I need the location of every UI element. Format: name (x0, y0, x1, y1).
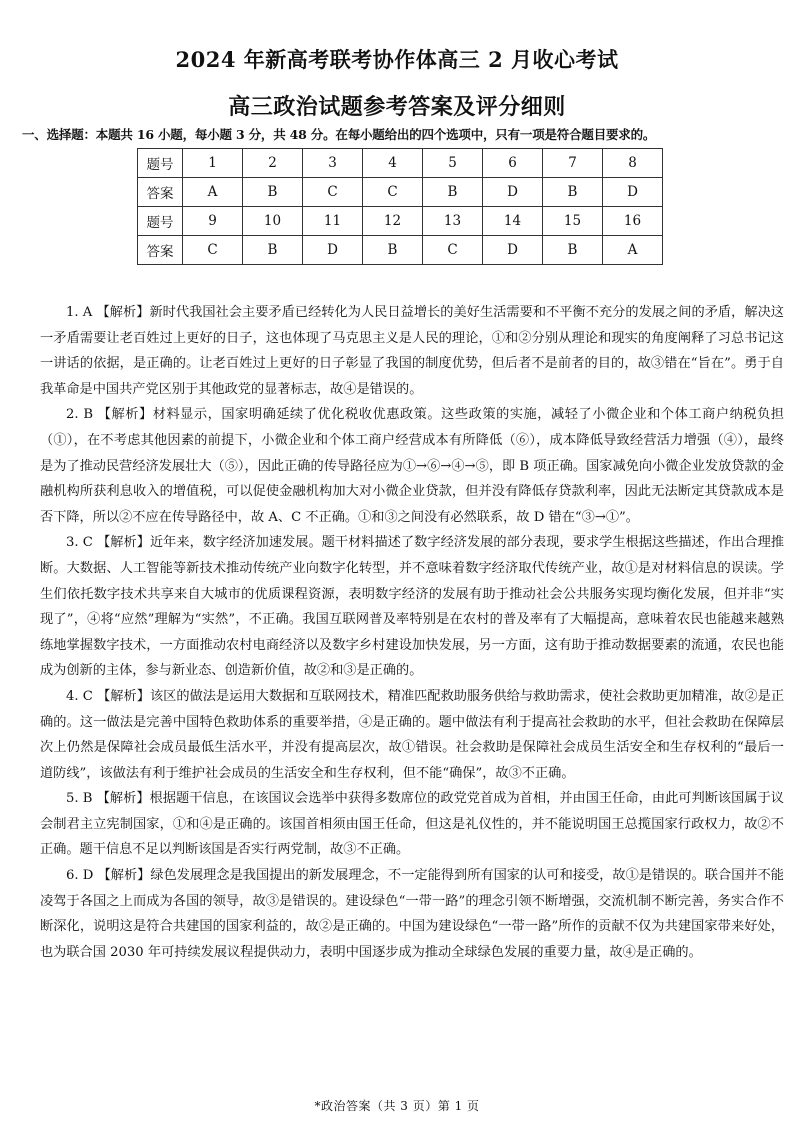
table-cell: 11 (303, 207, 363, 236)
explanation-text: 绿色发展理念是我国提出的新发展理念，不一定能得到所有国家的认可和接受，故①是错误的。联合国并不能凌驾于各国之上而成为各国的领导，故③是错误的。建设绿色“一带一路”的理念引领不断增强，交流机制不断完善，务实合作不断深化，说明这是符合共建国的国家利益的，故②是正确的。中国为建设绿色“一带一路”所作的贡献不仅为共建国家带来好处，也为联合国 2030 年可持续发展议程提供动力，表明中国逐步成为推动全球绿色发展的重要力量，故④是正确的。 (40, 868, 784, 960)
table-cell: D (483, 178, 543, 207)
table-row (138, 207, 663, 236)
table-cell: C (423, 236, 483, 265)
table-cell: B (423, 178, 483, 207)
explanation-paragraph (40, 402, 784, 530)
explanation-lead: 2. B 【解析】 (66, 407, 153, 423)
table-cell: C (303, 178, 363, 207)
table-cell: 7 (543, 149, 603, 178)
explanation-text: 近年来，数字经济加速发展。题干材料描述了数字经济发展的部分表现，要求学生根据这些描述，作出合理推断。大数据、人工智能等新技术推动传统产业向数字化转型，并不意味着数字经济取代传统产业，故①是对材料信息的误读。学生们依托数字技术共享来自大城市的优质课程资源，表明数字经济的发展有助于推动社会公共服务实现均衡化发展，但并非“实现了”，④将“应然”理解为“实然”，不正确。我国互联网普及率特别是在农村的普及率有了大幅提高，意味着农民也能越来越熟练地掌握数字技术，一方面推动农村电商经济以及数字乡村建设加快发展，另一方面，这有助于推动数据要素的流通，农民也能成为创新的主体，参与新业态、创造新价值，故②和③是正确的。 (40, 535, 785, 679)
table-cell: B (543, 236, 603, 265)
explanation-paragraph (40, 786, 784, 863)
table-cell: 10 (243, 207, 303, 236)
table-cell: 15 (543, 207, 603, 236)
explanation-lead: 6. D 【解析】 (66, 868, 151, 884)
table-row (138, 236, 663, 265)
table-row (138, 178, 663, 207)
table-cell: 12 (363, 207, 423, 236)
table-cell: D (603, 178, 663, 207)
table-cell: 9 (183, 207, 243, 236)
table-cell: 16 (603, 207, 663, 236)
row-label: 题号 (138, 207, 183, 236)
table-cell: C (363, 178, 423, 207)
table-cell: B (243, 178, 303, 207)
table-cell: 13 (423, 207, 483, 236)
table-cell: B (363, 236, 423, 265)
explanation-paragraph (40, 863, 784, 965)
table-cell: C (183, 236, 243, 265)
explanation-text: 根据题干信息，在该国议会选举中获得多数席位的政党党首成为首相，并由国王任命，由此可判断该国属于议会制君主立宪制国家，①和④是正确的。该国首相须由国王任命，但这是礼仪性的，并不能说明国王总揽国家行政权力，故②不正确。题干信息不足以判断该国是否实行两党制，故③不正确。 (40, 791, 784, 858)
explanation-paragraph (40, 300, 784, 402)
row-label: 答案 (138, 236, 183, 265)
table-cell: 4 (363, 149, 423, 178)
explanation-text: 该区的做法是运用大数据和互联网技术，精准匹配救助服务供给与救助需求，使社会救助更加精准，故②是正确的。这一做法是完善中国特色救助体系的重要举措，④是正确的。题中做法有利于提高社会救助的水平，但社会救助在保障层次上仍然是保障社会成员最低生活水平，并没有提高层次，故①错误。社会救助是保障社会成员生活安全和生存权利的“最后一道防线”，该做法有利于维护社会成员的生活安全和生存权利，但不能“确保”，故③不正确。 (40, 688, 785, 781)
explanation-paragraph (40, 684, 784, 786)
explanation-lead: 1. A 【解析】 (66, 305, 150, 320)
answer-table (137, 148, 663, 265)
explanation-lead: 5. B 【解析】 (66, 791, 150, 807)
page-footer: *政治答案（共 3 页）第 1 页 (314, 1099, 480, 1113)
table-cell: 3 (303, 149, 363, 178)
table-cell: 14 (483, 207, 543, 236)
explanation-lead: 3. C 【解析】 (66, 535, 150, 551)
explanation-paragraph (40, 530, 784, 684)
explanation-text: 新时代我国社会主要矛盾已经转化为人民日益增长的美好生活需要和不平衡不充分的发展之间的矛盾，解决这一矛盾需要让老百姓过上更好的日子，这也体现了马克思主义是人民的理论，①和②分别从理论和现实的角度阐释了习总书记这一讲话的依据，是正确的。让老百姓过上更好的日子彰显了我国的制度优势，但后者不是前者的目的，故③错在“旨在”。勇于自我革命是中国共产党区别于其他政党的显著标志，故④是错误的。 (40, 305, 784, 397)
explanations (40, 300, 784, 965)
table-cell: D (483, 236, 543, 265)
row-label: 答案 (138, 178, 183, 207)
row-label: 题号 (138, 149, 183, 178)
explanation-lead: 4. C 【解析】 (66, 688, 150, 704)
table-cell: 1 (183, 149, 243, 178)
table-cell: D (303, 236, 363, 265)
page-title: 2024 年新高考联考协作体高三 2 月收心考试 (175, 47, 619, 72)
table-cell: A (183, 178, 243, 207)
page-subtitle: 高三政治试题参考答案及评分细则 (228, 94, 566, 120)
table-cell: B (243, 236, 303, 265)
table-cell: 2 (243, 149, 303, 178)
table-cell: B (543, 178, 603, 207)
table-cell: 6 (483, 149, 543, 178)
table-cell: 5 (423, 149, 483, 178)
table-cell: 8 (603, 149, 663, 178)
explanation-text: 材料显示，国家明确延续了优化税收优惠政策。这些政策的实施，减轻了小微企业和个体工商户纳税负担（①），在不考虑其他因素的前提下，小微企业和个体工商户经营成本有所降低（⑥），成本降低导致经营活力增强（④），最终是为了推动民营经济发展壮大（⑤），因此正确的传导路径应为①→⑥→④→⑤，即 B 项正确。国家减免向小微企业发放贷款的金融机构所获利息收入的增值税，可以促使金融机构加大对小微企业贷款，但并没有降低存贷款利率，因此无法断定其贷款成本是否下降，所以②不应在传导路径中，故 A、C 不正确。①和③之间没有必然联系，故 D 错在“③→①”。 (40, 407, 784, 525)
section-heading: 一、选择题：本题共 16 小题，每小题 3 分，共 48 分。在每小题给出的四个选项中，只有一项是符合题目要求的。 (22, 127, 656, 142)
table-row (138, 149, 663, 178)
table-cell: A (603, 236, 663, 265)
